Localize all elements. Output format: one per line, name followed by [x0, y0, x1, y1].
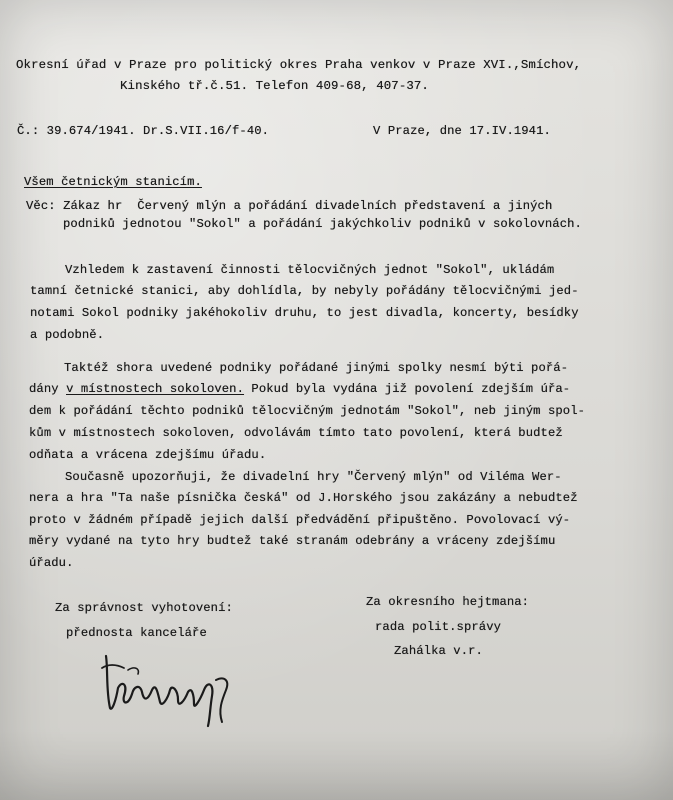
- paragraph-2-line-5: odňata a vrácena zdejšímu úřadu.: [29, 448, 267, 462]
- paragraph-2-line-2-start: dány: [29, 382, 67, 396]
- left-signature-line-2: přednosta kanceláře: [66, 626, 207, 640]
- handwritten-signature: [98, 650, 248, 730]
- paragraph-1-line-1: Vzhledem k zastavení činnosti tělocvičných jednot "Sokol", ukládám: [65, 263, 555, 277]
- paragraph-1-line-4: a podobně.: [30, 328, 105, 342]
- paragraph-3-line-4: měry vydané na tyto hry budtež také stranám odebrány a vráceny zdejšímu: [29, 534, 556, 548]
- place-date: V Praze, dne 17.IV.1941.: [373, 124, 551, 138]
- paragraph-2-line-1: Taktéž shora uvedené podniky pořádané jinými spolky nesmí býti pořá-: [64, 361, 569, 375]
- left-signature-line-1: Za správnost vyhotovení:: [55, 601, 233, 615]
- subject-line-1: Věc: Zákaz hr Červený mlýn a pořádání divadelních představení a jiných: [26, 199, 553, 213]
- paragraph-3-line-5: úřadu.: [29, 556, 74, 570]
- reference-number: Č.: 39.674/1941. Dr.S.VII.16/f-40.: [17, 124, 270, 138]
- paragraph-3-line-3: proto v žádném případě jejich další předvádění připuštěno. Povolovací vý-: [29, 513, 571, 527]
- paragraph-2-line-2-end: Pokud byla vydána již povolení zdejším úřa-: [244, 382, 571, 396]
- recipient: Všem četnickým stanicím.: [24, 175, 202, 189]
- paragraph-2-line-4: kům v místnostech sokoloven, odvolávám tímto tato povolení, která budtež: [29, 426, 563, 440]
- paragraph-2-line-3: dem k pořádání těchto podniků tělocvičným jednotám "Sokol", neb jiným spol-: [29, 404, 586, 418]
- page-bottom-shade: [0, 730, 673, 800]
- header-line-1: Okresní úřad v Praze pro politický okres Praha venkov v Praze XVI.,Smíchov,: [16, 58, 582, 72]
- paragraph-3-line-2: nera a hra "Ta naše písnička česká" od J.Horského jsou zakázány a nebudtež: [29, 491, 578, 505]
- subject-line-2: podniků jednotou "Sokol" a pořádání jakýchkoliv podniků v sokolovnách.: [63, 217, 582, 231]
- right-signature-line-3: Zahálka v.r.: [394, 644, 483, 658]
- header-line-2: Kinského tř.č.51. Telefon 409-68, 407-37.: [120, 79, 429, 93]
- right-signature-line-1: Za okresního hejtmana:: [366, 595, 530, 609]
- right-signature-line-2: rada polit.správy: [375, 620, 502, 634]
- paragraph-3-line-1: Současně upozorňuji, že divadelní hry "Červený mlýn" od Viléma Wer-: [65, 470, 562, 484]
- underlined-phrase: v místnostech sokoloven.: [66, 382, 245, 396]
- paragraph-1-line-3: notami Sokol podniky jakéhokoliv druhu, to jest divadla, koncerty, besídky: [30, 306, 579, 320]
- paragraph-2-line-2: [29, 382, 570, 396]
- paragraph-1-line-2: tamní četnické stanici, aby dohlídla, by nebyly pořádány tělocvičnými jed-: [30, 284, 579, 298]
